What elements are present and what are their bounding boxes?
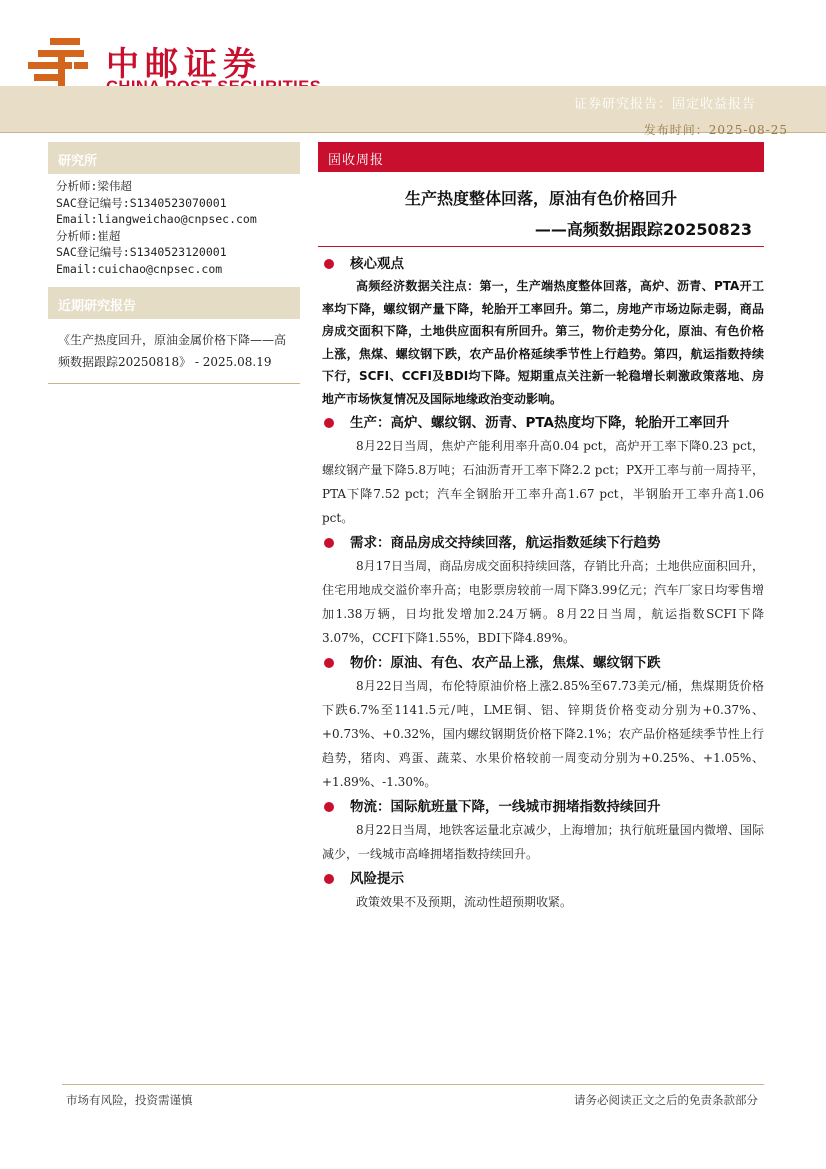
- section-heading: 生产：高炉、螺纹钢、沥青、PTA热度均下降，轮胎开工率回升: [318, 412, 764, 434]
- analyst-info: [48, 174, 300, 281]
- section-heading: 需求：商品房成交持续回落，航运指数延续下行趋势: [318, 532, 764, 554]
- bullet-dot-icon: [324, 658, 334, 668]
- sidebar-divider: [48, 383, 300, 384]
- section-heading: 风险提示: [318, 868, 764, 890]
- recent-report-link[interactable]: 《生产热度回升，原油金属价格下降——高频数据跟踪20250818》 - 2025.08.19: [58, 333, 287, 369]
- section-text: 8月17日当周，商品房成交面积持续回落，存销比升高；土地供应面积回升，住宅用地成交溢价率升高；电影票房较前一周下降3.99亿元；汽车厂家日均零售增加1.38万辆，日均批发增加2.24万辆。8月22日当周，航运指数SCFI下降3.07%，CCFI下降1.55%，BDI下降4.89%。: [322, 559, 764, 645]
- analyst-name: 分析师:崔超: [56, 228, 121, 243]
- analyst-sac: SAC登记编号:S1340523120001: [56, 245, 227, 259]
- sidebar: [48, 142, 300, 384]
- footer-divider: [62, 1084, 764, 1085]
- brand-name-cn: 中邮证券: [106, 44, 262, 83]
- bullet-dot-icon: [324, 802, 334, 812]
- publish-date: 发布时间：2025-08-25: [643, 123, 788, 137]
- analyst-name: 分析师:梁伟超: [56, 179, 132, 193]
- recent-reports-header: 近期研究报告: [48, 287, 300, 319]
- section-text: 8月22日当周，地铁客运量北京减少，上海增加；执行航班量国内微增、国际减少，一线城市高峰拥堵指数持续回升。: [322, 823, 764, 861]
- section-heading: 物流：国际航班量下降，一线城市拥堵指数持续回升: [318, 796, 764, 818]
- section-text: 8月22日当周，焦炉产能利用率升高0.04 pct，高炉开工率下降0.23 pct，螺纹钢产量下降5.8万吨；石油沥青开工率下降2.2 pct；PX开工率与前一周持平，PTA下降7.52 pct；汽车全钢胎开工率升高1.67 pct，半钢胎开工率升高1.06 pct。: [322, 439, 764, 525]
- institute-header: 研究所: [48, 142, 300, 174]
- section-heading: 核心观点: [318, 253, 764, 275]
- bullet-dot-icon: [324, 418, 334, 428]
- footer-disclaimer-note: 请务必阅读正文之后的免责条款部分: [574, 1093, 758, 1107]
- report-type: 证券研究报告：固定收益报告: [573, 97, 756, 112]
- core-view-text: 高频经济数据关注点：第一，生产端热度整体回落，高炉、沥青、PTA开工率均下降，螺纹钢产量下降，轮胎开工率回升。第二，房地产市场边际走弱，商品房成交面积下降，土地供应面积有所回升。第三，物价走势分化，原油、有色价格上涨，焦煤、螺纹钢下跌，农产品价格延续季节性上行趋势。第四，航运指数持续下行，SCFI、CCFI及BDI均下降。短期重点关注新一轮稳增长刺激政策落地、房地产市场恢复情况及国际地缘政治变动影响。: [322, 279, 764, 406]
- bullet-dot-icon: [324, 874, 334, 884]
- report-body: [318, 253, 764, 914]
- bullet-dot-icon: [324, 259, 334, 269]
- analyst-email[interactable]: Email:liangweichao@cnpsec.com: [56, 212, 257, 226]
- main-content: [318, 142, 764, 914]
- analyst-sac: SAC登记编号:S1340523070001: [56, 195, 227, 210]
- section-label: 固收周报: [318, 142, 764, 172]
- footer-risk-note: 市场有风险，投资需谨慎: [66, 1093, 193, 1107]
- report-title: 生产热度整体回落，原油有色价格回升: [404, 189, 677, 208]
- china-post-logo-icon: [28, 36, 94, 92]
- analyst-email[interactable]: Email:cuichao@cnpsec.com: [56, 261, 223, 276]
- section-text: 政策效果不及预期，流动性超预期收紧。: [356, 895, 573, 909]
- section-heading: 物价：原油、有色、农产品上涨，焦煤、螺纹钢下跌: [318, 652, 764, 674]
- section-text: 8月22日当周，布伦特原油价格上涨2.85%至67.73美元/桶，焦煤期货价格下跌6.7%至1141.5元/吨，LME铜、铝、锌期货价格变动分别为+0.37%、+0.73%、+0.32%，国内螺纹钢期货价格下降2.1%；农产品价格延续季节性上行趋势，猪肉、鸡蛋、蔬菜、水果价格较前一周变动分别为+0.25%、+1.05%、+1.89%、-1.30%。: [322, 679, 764, 789]
- report-subtitle: ——高频数据跟踪20250823: [534, 220, 752, 239]
- title-divider: [318, 246, 764, 247]
- bullet-dot-icon: [324, 538, 334, 548]
